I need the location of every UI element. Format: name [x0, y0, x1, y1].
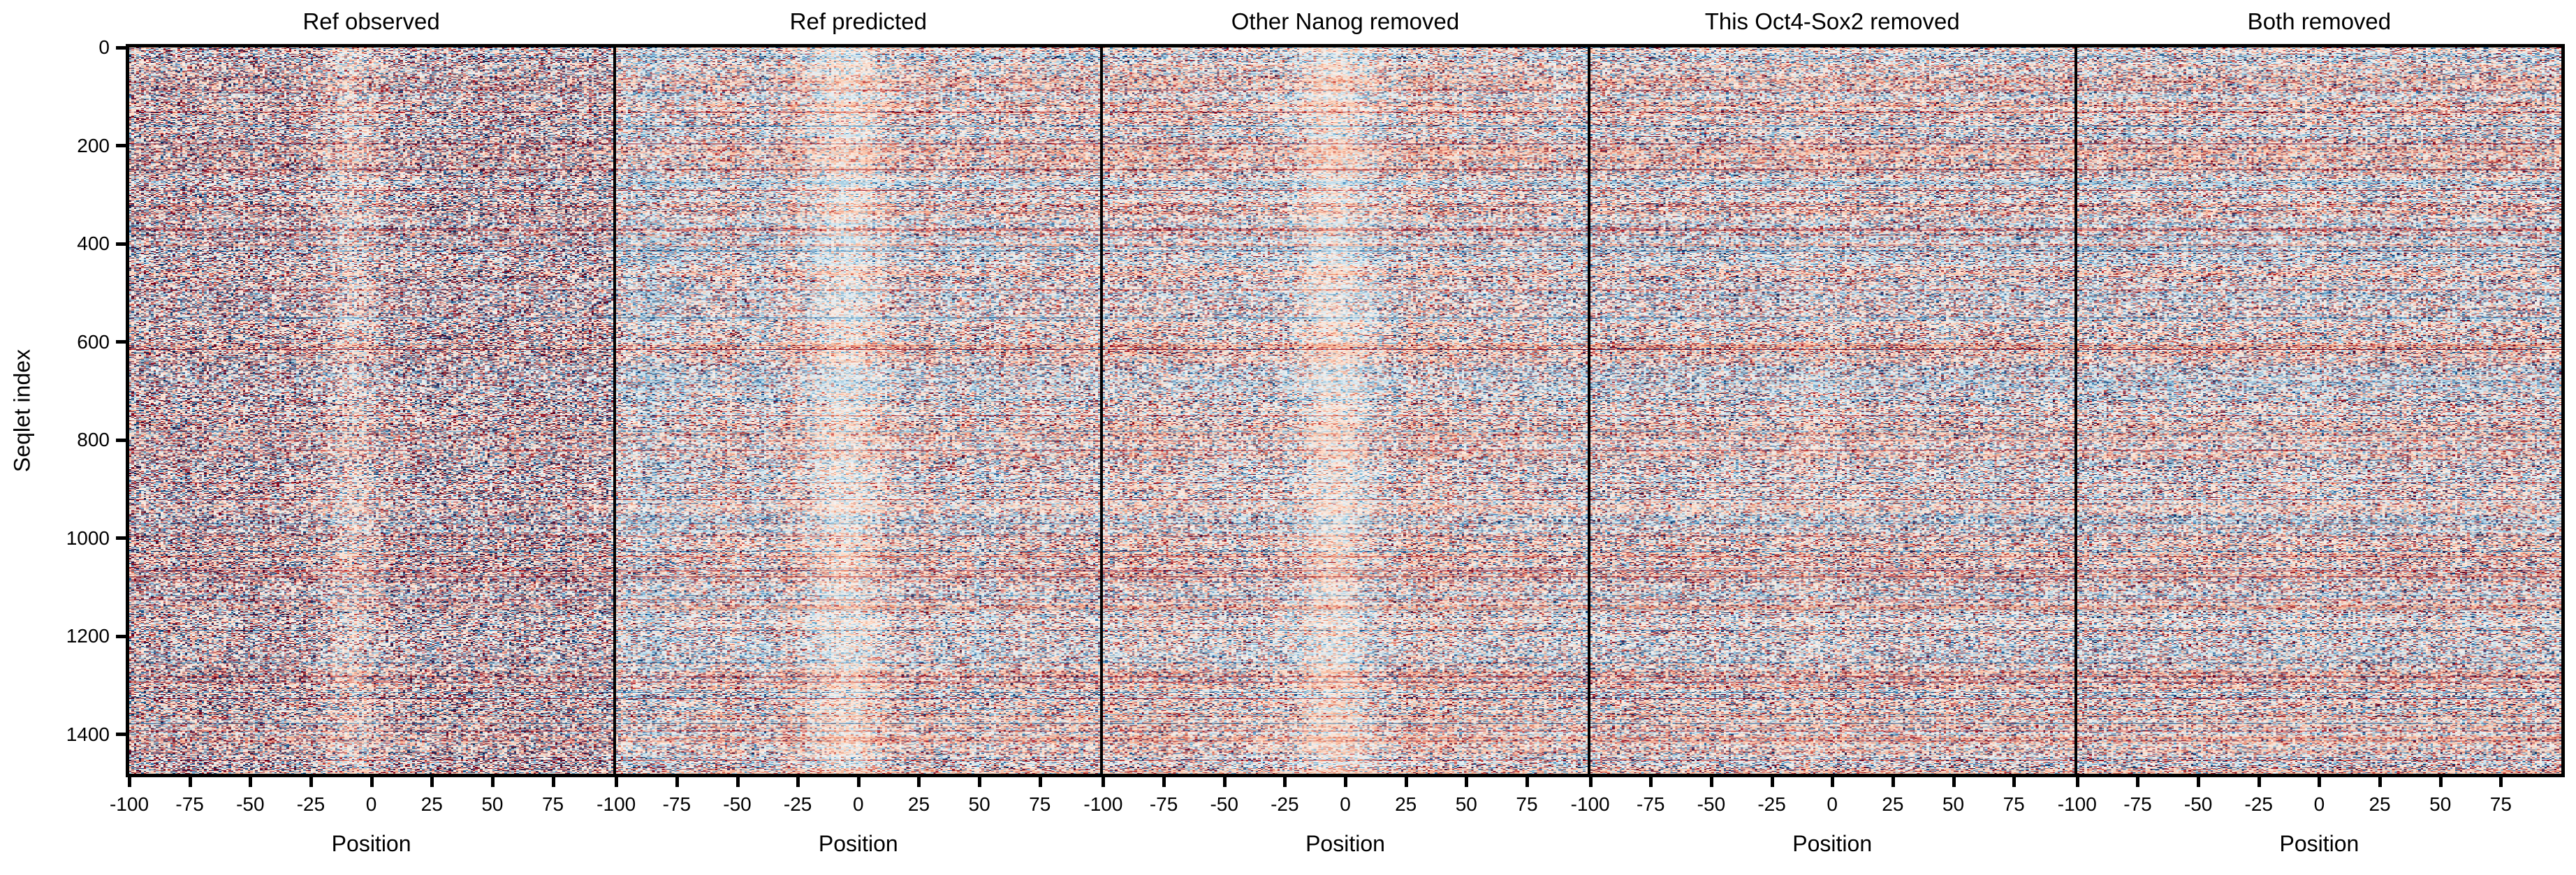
- x-axis-label: Position: [1305, 831, 1385, 856]
- x-tick-mark: [2257, 777, 2261, 787]
- x-tick-label: 25: [420, 793, 443, 815]
- x-tick-mark: [309, 777, 313, 787]
- x-tick-label: -100: [109, 793, 149, 815]
- x-tick-mark: [1891, 777, 1895, 787]
- x-tick-mark: [552, 777, 555, 787]
- x-axis-label: Position: [1792, 831, 1873, 856]
- x-tick-mark: [249, 777, 252, 787]
- x-tick-label: -50: [236, 793, 265, 815]
- x-tick-label: 0: [2313, 793, 2325, 815]
- x-tick-mark: [1039, 777, 1042, 787]
- x-tick-label: -50: [723, 793, 752, 815]
- x-tick-mark: [1771, 777, 1774, 787]
- x-tick-label: -100: [597, 793, 636, 815]
- y-tick-label: 600: [77, 330, 110, 353]
- panel-title: Ref predicted: [789, 8, 927, 34]
- x-tick-label: -25: [783, 793, 812, 815]
- x-tick-label: -75: [175, 793, 204, 815]
- y-tick-mark: [116, 242, 126, 246]
- y-tick: [77, 233, 126, 255]
- y-tick: [66, 527, 126, 550]
- x-tick-mark: [1405, 777, 1408, 787]
- y-tick-mark: [116, 635, 126, 638]
- x-tick-mark: [2318, 777, 2321, 787]
- panel-this-oct4-sox2-removed: [1570, 8, 2074, 856]
- x-tick-label: -100: [1570, 793, 1610, 815]
- x-tick-mark: [1102, 777, 1105, 787]
- x-tick-mark: [1649, 777, 1653, 787]
- x-axis-label: Position: [331, 831, 411, 856]
- x-tick-label: -50: [1697, 793, 1726, 815]
- x-axis-label: Position: [818, 831, 898, 856]
- x-tick-mark: [1525, 777, 1529, 787]
- y-tick: [77, 429, 126, 451]
- x-tick-label: -50: [2183, 793, 2213, 815]
- x-tick-mark: [2378, 777, 2382, 787]
- heatmap-canvas: [129, 47, 613, 774]
- y-tick-label: 1400: [66, 723, 110, 745]
- x-tick-mark: [1952, 777, 1956, 787]
- x-tick-mark: [1589, 777, 1593, 787]
- x-tick-label: 0: [1340, 793, 1351, 815]
- y-tick: [98, 36, 126, 59]
- y-tick-label: 800: [77, 429, 110, 451]
- x-tick-label: 75: [541, 793, 564, 815]
- x-tick-label: -100: [2057, 793, 2097, 815]
- x-tick-label: 0: [1827, 793, 1838, 815]
- y-tick: [77, 135, 126, 157]
- x-tick-label: -75: [662, 793, 691, 815]
- y-tick-label: 1200: [66, 625, 110, 647]
- y-tick: [66, 625, 126, 647]
- y-tick: [66, 723, 126, 746]
- panel-title: Both removed: [2247, 8, 2392, 34]
- x-tick-label: -100: [1083, 793, 1123, 815]
- x-tick-label: -25: [296, 793, 325, 815]
- x-tick-label: 50: [1455, 793, 1477, 815]
- x-tick-mark: [917, 777, 921, 787]
- x-tick-label: 50: [1942, 793, 1965, 815]
- y-tick-mark: [116, 439, 126, 442]
- x-tick-mark: [2439, 777, 2443, 787]
- x-tick-mark: [796, 777, 800, 787]
- x-tick-mark: [1223, 777, 1227, 787]
- x-tick-label: -25: [1271, 793, 1299, 815]
- panel-title: Ref observed: [302, 8, 440, 34]
- x-tick-mark: [491, 777, 495, 787]
- y-axis-label: Seqlet index: [9, 348, 35, 473]
- heatmap-canvas: [1103, 47, 1587, 774]
- x-tick-label: 0: [853, 793, 864, 815]
- y-tick-label: 200: [77, 134, 110, 156]
- x-tick-mark: [2136, 777, 2139, 787]
- y-tick-mark: [116, 733, 126, 736]
- x-tick-label: -75: [2123, 793, 2152, 815]
- heatmap-canvas: [2077, 47, 2561, 774]
- x-tick-label: 25: [907, 793, 930, 815]
- y-tick-mark: [116, 340, 126, 344]
- panel-title: Other Nanog removed: [1231, 8, 1460, 34]
- x-tick-mark: [2076, 777, 2079, 787]
- x-tick-label: -25: [1757, 793, 1786, 815]
- x-tick-mark: [128, 777, 131, 787]
- x-tick-mark: [857, 777, 861, 787]
- x-tick-mark: [736, 777, 740, 787]
- x-tick-mark: [1283, 777, 1287, 787]
- heatmap-canvas: [616, 47, 1100, 774]
- x-tick-label: 25: [1882, 793, 1904, 815]
- heatmap-canvas: [1590, 47, 2074, 774]
- y-tick-mark: [116, 536, 126, 540]
- x-tick-label: -50: [1210, 793, 1238, 815]
- x-tick-mark: [1831, 777, 1834, 787]
- x-tick-label: 50: [2429, 793, 2452, 815]
- x-tick-mark: [1162, 777, 1166, 787]
- x-tick-mark: [675, 777, 679, 787]
- x-tick-mark: [2197, 777, 2200, 787]
- x-tick-label: 75: [1516, 793, 1538, 815]
- x-tick-label: -75: [1149, 793, 1178, 815]
- y-tick-label: 0: [98, 36, 110, 58]
- x-tick-mark: [189, 777, 192, 787]
- x-tick-mark: [1465, 777, 1468, 787]
- x-tick-mark: [1710, 777, 1713, 787]
- x-tick-mark: [2012, 777, 2016, 787]
- panel-ref-predicted: [597, 8, 1100, 856]
- y-tick-label: 400: [77, 233, 110, 255]
- x-tick-label: -75: [1637, 793, 1665, 815]
- x-tick-label: -25: [2244, 793, 2273, 815]
- x-tick-label: 75: [1029, 793, 1051, 815]
- y-axis-ticks: [0, 36, 126, 774]
- panel-other-nanog-removed: [1083, 8, 1587, 856]
- y-tick-mark: [116, 46, 126, 50]
- x-axis-label: Position: [2279, 831, 2359, 856]
- heatmap-grid: [109, 8, 2565, 856]
- x-tick-label: 75: [2489, 793, 2512, 815]
- x-tick-label: 25: [1395, 793, 1417, 815]
- y-tick-label: 1000: [66, 527, 110, 549]
- x-tick-mark: [370, 777, 374, 787]
- x-tick-label: 0: [365, 793, 377, 815]
- x-tick-label: 50: [481, 793, 504, 815]
- x-tick-label: 25: [2369, 793, 2391, 815]
- panel-title: This Oct4-Sox2 removed: [1704, 8, 1960, 34]
- y-tick-mark: [116, 144, 126, 147]
- x-tick-mark: [430, 777, 434, 787]
- x-tick-label: 75: [2003, 793, 2025, 815]
- x-tick-mark: [2499, 777, 2503, 787]
- x-tick-mark: [615, 777, 618, 787]
- x-tick-mark: [978, 777, 981, 787]
- x-tick-label: 50: [968, 793, 990, 815]
- y-tick: [77, 331, 126, 353]
- x-tick-mark: [1344, 777, 1347, 787]
- panel-both-removed: [2057, 8, 2561, 856]
- panel-ref-observed: [109, 8, 613, 856]
